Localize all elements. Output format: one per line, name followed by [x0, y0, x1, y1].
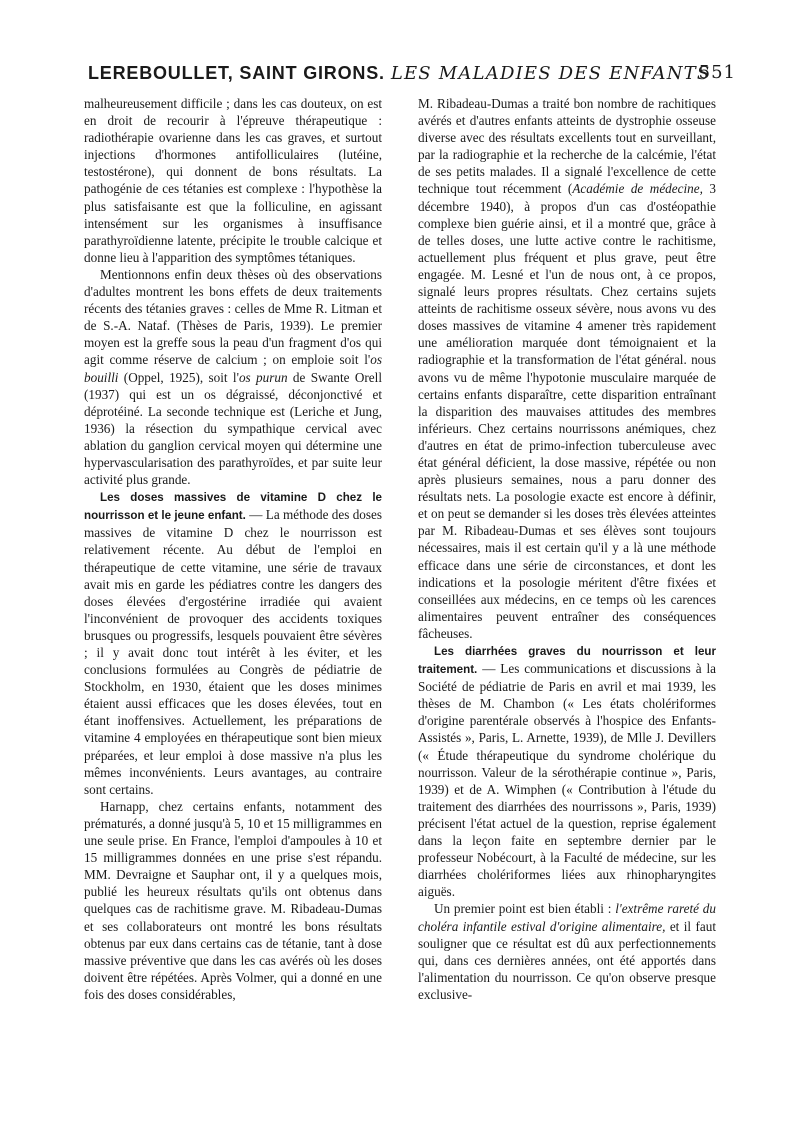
italic-emphasis: l'extrême rareté du choléra infantile estival d'origine alimentaire, — [418, 901, 716, 934]
header-authors: LEREBOULLET, SAINT GIRONS. — [88, 63, 385, 83]
paragraph: Un premier point est bien établi : l'extrême rareté du choléra infantile estival d'origine alimentaire, et il faut souligner que ce résultat est dû aux perfectionnements qui, dans ces dernières années, ont été apportés dans l'alimentation du nourrisson. Ce qu'on observe presque exclusive- — [418, 901, 716, 1002]
paragraph: Les doses massives de vitamine D chez le nourrisson et le jeune enfant. — La méthode des doses massives de vitamine D chez le nourrisson est relativement récente. Au début de l'emploi en thérapeutique de cette vitamine, une série de travaux avait mis en garde les pédiatres contre les dangers des doses élevées d'ergostérine irradiée qui avaient l'inconvénient de provoquer des accidents toxiques brusques ou progressifs, lesquels pouvaient être sévères ; il y avait donc tout intérêt à les éviter, et les conclusions formulées au Congrès de pédiatrie de Stockholm, en 1930, étaient que les doses minimes étaient aussi efficaces que les doses élevées, tout en étant inoffensives. Actuellement, les préparations de vitamine 4 employées en thérapeutique sont bien mieux préparées, et leur emploi à dose massive n'a plus les mêmes inconvénients. Leurs avantages, au contraire sont certains. — [84, 491, 382, 797]
paragraph: malheureusement difficile ; dans les cas douteux, on est en droit de recourir à l'épreuve thérapeutique : radiothérapie ovarienne dans les cas graves, et surtout injections d'hormones antifolliculaires (lutéine, testostérone), qui donnent de bons résultats. La pathogénie de ces tétanies est complexe : l'hypothèse la plus satisfaisante est que la folliculine, en agissant intensément sur les organismes à insuffisance parathyroïdienne latente, précipite le trouble calcique et donne lieu à l'apparition des symptômes tétaniques. — [84, 96, 382, 265]
paragraph: Les diarrhées graves du nourrisson et leur traitement. — Les communications et discussions à la Société de pédiatrie de Paris en avril et mai 1939, les thèses de M. Chambon (« Les états cholériformes d'origine parentérale observés à l'hospice des Enfants-Assistés », Paris, L. Arnette, 1939), de Mlle J. Devillers (« Étude thérapeutique du syndrome cholérique du nourrisson. Valeur de la sérothérapie continue », Paris, 1939) et de A. Wimphen (« Contribution à l'étude du traitement des diarrhées des nourrissons », Paris, 1939) précisent l'état actuel de la question, reprise également dans la leçon faite en septembre dernier par le professeur Nobécourt, à la Faculté de médecine, sur les diarrhées cholériformes liées aux rhinopharyngites aiguës. — [418, 645, 716, 900]
paragraph: Mentionnons enfin deux thèses où des observations d'adultes montrent les bons effets de deux traitements récents des tétanies graves : celles de Mme R. Litman et de S.-A. Nataf. (Thèses de Paris, 1939). Le premier moyen est la greffe sous la peau d'un fragment d'os qui agit comme réserve de calcium ; on emploie soit l'os bouilli (Oppel, 1925), soit l'os purun de Swante Orell (1937) qui est un os dégraissé, déconjonctivé et déprotéiné. La seconde technique est (Leriche et Jung, 1936) la résection du sympathique cervical avec ablation du ganglion cervical moyen qui détermine une hypervascularisation des parathyroïdes, et par suite leur activité plus grande. — [84, 266, 382, 488]
section-heading: Les doses massives de vitamine D chez le nourrisson et le jeune enfant. — [84, 491, 382, 523]
running-header — [88, 62, 736, 85]
italic-term: os bouilli — [84, 352, 382, 385]
page-number: 551 — [698, 62, 736, 83]
paragraph: Harnapp, chez certains enfants, notamment des prématurés, a donné jusqu'à 5, 10 et 15 milligrammes en une seule prise. En France, l'emploi d'ampoules à 10 et 15 milligrammes données en une prise s'est répandu. MM. Devraigne et Sauphar ont, il y a quelques mois, publié les heureux résultats qu'ils ont obtenus dans quelques cas de rachitisme grave. M. Ribadeau-Dumas et ses collaborateurs ont montré les bons résultats obtenus par eux dans certains cas de tétanie, tant à dose massive préventive que dans les cas avérés où les doses doivent être répétées. Après Volmer, qui a donné en une fois des doses considérables, — [84, 798, 382, 1002]
header-title: LES MALADIES DES ENFANTS — [390, 63, 711, 84]
right-column — [418, 95, 716, 1003]
section-heading: Les diarrhées graves du nourrisson et leur traitement. — [418, 645, 716, 677]
italic-citation: Académie de médecine, — [572, 181, 703, 197]
left-column — [84, 95, 382, 1003]
italic-term: os purun — [238, 369, 288, 385]
paragraph: M. Ribadeau-Dumas a traité bon nombre de rachitiques avérés et d'autres enfants atteints de dystrophie osseuse diverse avec des résultats excellents tout en surveillant, par la radiographie et la recherche de la calcémie, l'état de ses petits malades. Il a signalé l'excellence de cette technique tout récemment (Académie de médecine, 3 décembre 1940), à propos d'un cas d'ostéopathie complexe bien guérie ainsi, et il a montré que, grâce à de telles doses, une lutte active contre le rachitisme, actuellement plus fréquent et plus grave, peut être engagée. M. Lesné et l'un de nous ont, à ce propos, signalé leurs propres résultats. Chez certains sujets atteints de rachitisme osseux sévère, nous avons vu des doses massives de vitamine 4 amener très rapidement une amélioration marquée dont témoignaient et la radiographie et la transformation de l'état général. nous avons vu de même l'hypotonie musculaire marquée de certains enfants disparaître, cette disparition entraînant la disparition des mauvaises attitudes des membres inférieurs. Chez certains nourrissons anémiques, chez d'autres en état de primo-infection tuberculeuse avec état général déficient, la dose massive, répétée ou non après plusieurs semaines, nous a paru donner des résultats nets. La posologie exacte est encore à définir, et on peut se demander si les doses très élevées atteintes par M. Ribadeau-Dumas et ses élèves sont toujours nécessaires, mais il est certain qu'il y a là une méthode efficace dans une série de circonstances, et dont les indications et la posologie méritent d'être fixées et conseillées aux médecins, en ce temps où les carences alimentaires peuvent entraîner des conséquences fâcheuses. — [418, 96, 717, 641]
